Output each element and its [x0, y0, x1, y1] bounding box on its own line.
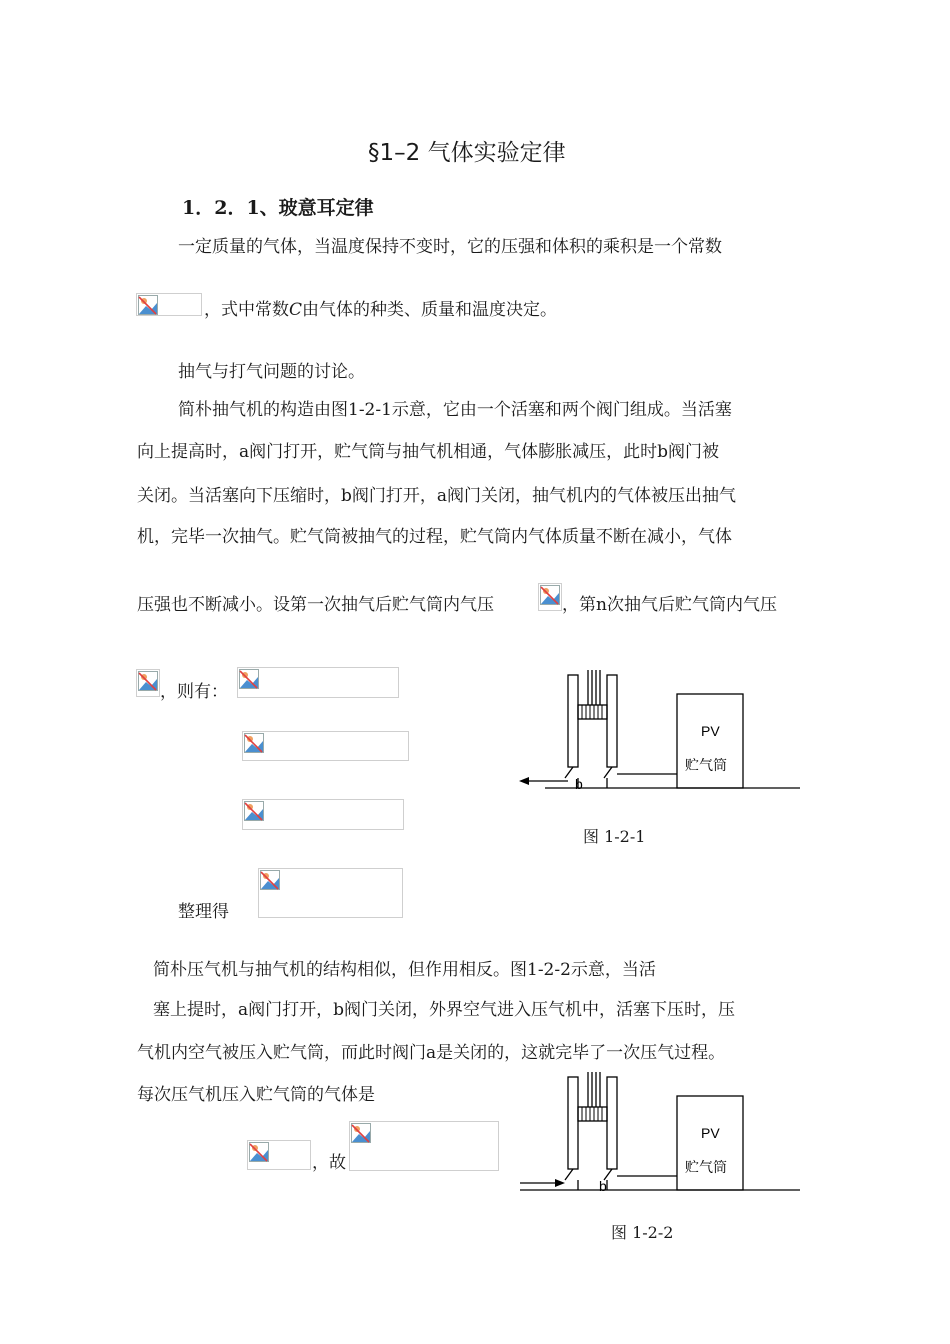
- para-boyle-cont: [204, 300, 557, 320]
- arrow-right-icon: [555, 1179, 565, 1187]
- broken-image-icon: [249, 1142, 269, 1162]
- para-boyle-cont-text: ，式中常数: [204, 300, 289, 320]
- para-boyle-law: 一定质量的气体，当温度保持不变时，它的压强和体积的乘积是一个常数: [178, 237, 722, 257]
- formula-image: [136, 669, 160, 697]
- formula-image: [136, 293, 202, 316]
- figure-compressor-diagram: [515, 1072, 805, 1197]
- broken-image-icon: [244, 733, 264, 753]
- compress-line-3: 气机内空气被压入贮气筒，而此时阀门a是关闭的，这就完毕了一次压气过程。: [137, 1043, 726, 1063]
- tank-label: PV: [701, 1125, 720, 1141]
- page-title: §1–2 气体实验定律: [368, 140, 566, 166]
- broken-image-icon: [239, 669, 259, 689]
- valve-label: b: [575, 776, 583, 792]
- discussion-heading: 抽气与打气问题的讨论。: [178, 362, 365, 382]
- constant-c: C: [289, 300, 303, 320]
- formula-image: [258, 868, 403, 918]
- compress-line-4: 每次压气机压入贮气筒的气体是: [137, 1085, 375, 1105]
- broken-image-icon: [540, 585, 560, 605]
- formula-image: [242, 731, 409, 761]
- formula-image: [247, 1140, 311, 1170]
- para-boyle-end: 由气体的种类、质量和温度决定。: [302, 300, 558, 320]
- formula-image: [349, 1121, 499, 1171]
- formula-image: [538, 583, 562, 611]
- compress-line-2: 塞上提时，a阀门打开，b阀门关闭，外界空气进入压气机中，活塞下压时，压: [153, 1000, 736, 1020]
- tank-name: 贮气筒: [685, 1159, 727, 1175]
- section-heading: 1．2．1、玻意耳定律: [182, 197, 374, 219]
- figure-caption: 图 1-2-2: [611, 1223, 674, 1242]
- organize-text: 整理得: [178, 902, 229, 922]
- arrow-left-icon: [519, 777, 529, 785]
- broken-image-icon: [351, 1123, 371, 1143]
- pump-line-5b: ，第n次抽气后贮气筒内气压: [562, 595, 777, 615]
- valve-label: b: [599, 1178, 607, 1194]
- pump-line-3: 关闭。当活塞向下压缩时，b阀门打开，a阀门关闭，抽气机内的气体被压出抽气: [137, 486, 737, 506]
- figure-pump-diagram: [515, 670, 805, 795]
- tank-name: 贮气筒: [685, 757, 727, 773]
- pump-line-4: 机，完毕一次抽气。贮气筒被抽气的过程，贮气筒内气体质量不断在减小，气体: [137, 527, 732, 547]
- broken-image-icon: [138, 671, 158, 691]
- formula-image: [242, 799, 404, 830]
- broken-image-icon: [244, 801, 264, 821]
- then-text: ，则有：: [160, 682, 228, 702]
- pump-line-1: 简朴抽气机的构造由图1-2-1示意，它由一个活塞和两个阀门组成。当活塞: [178, 400, 732, 420]
- formula-image: [237, 667, 399, 698]
- broken-image-icon: [138, 295, 158, 315]
- pump-line-5a: 压强也不断减小。设第一次抽气后贮气筒内气压: [137, 595, 494, 615]
- figure-caption: 图 1-2-1: [583, 827, 646, 846]
- tank-label: PV: [701, 723, 720, 739]
- pump-line-2: 向上提高时，a阀门打开，贮气筒与抽气机相通，气体膨胀减压，此时b阀门被: [137, 442, 720, 462]
- broken-image-icon: [260, 870, 280, 890]
- compress-line-1: 简朴压气机与抽气机的结构相似，但作用相反。图1-2-2示意，当活: [153, 960, 656, 980]
- therefore-text: ，故: [312, 1153, 346, 1173]
